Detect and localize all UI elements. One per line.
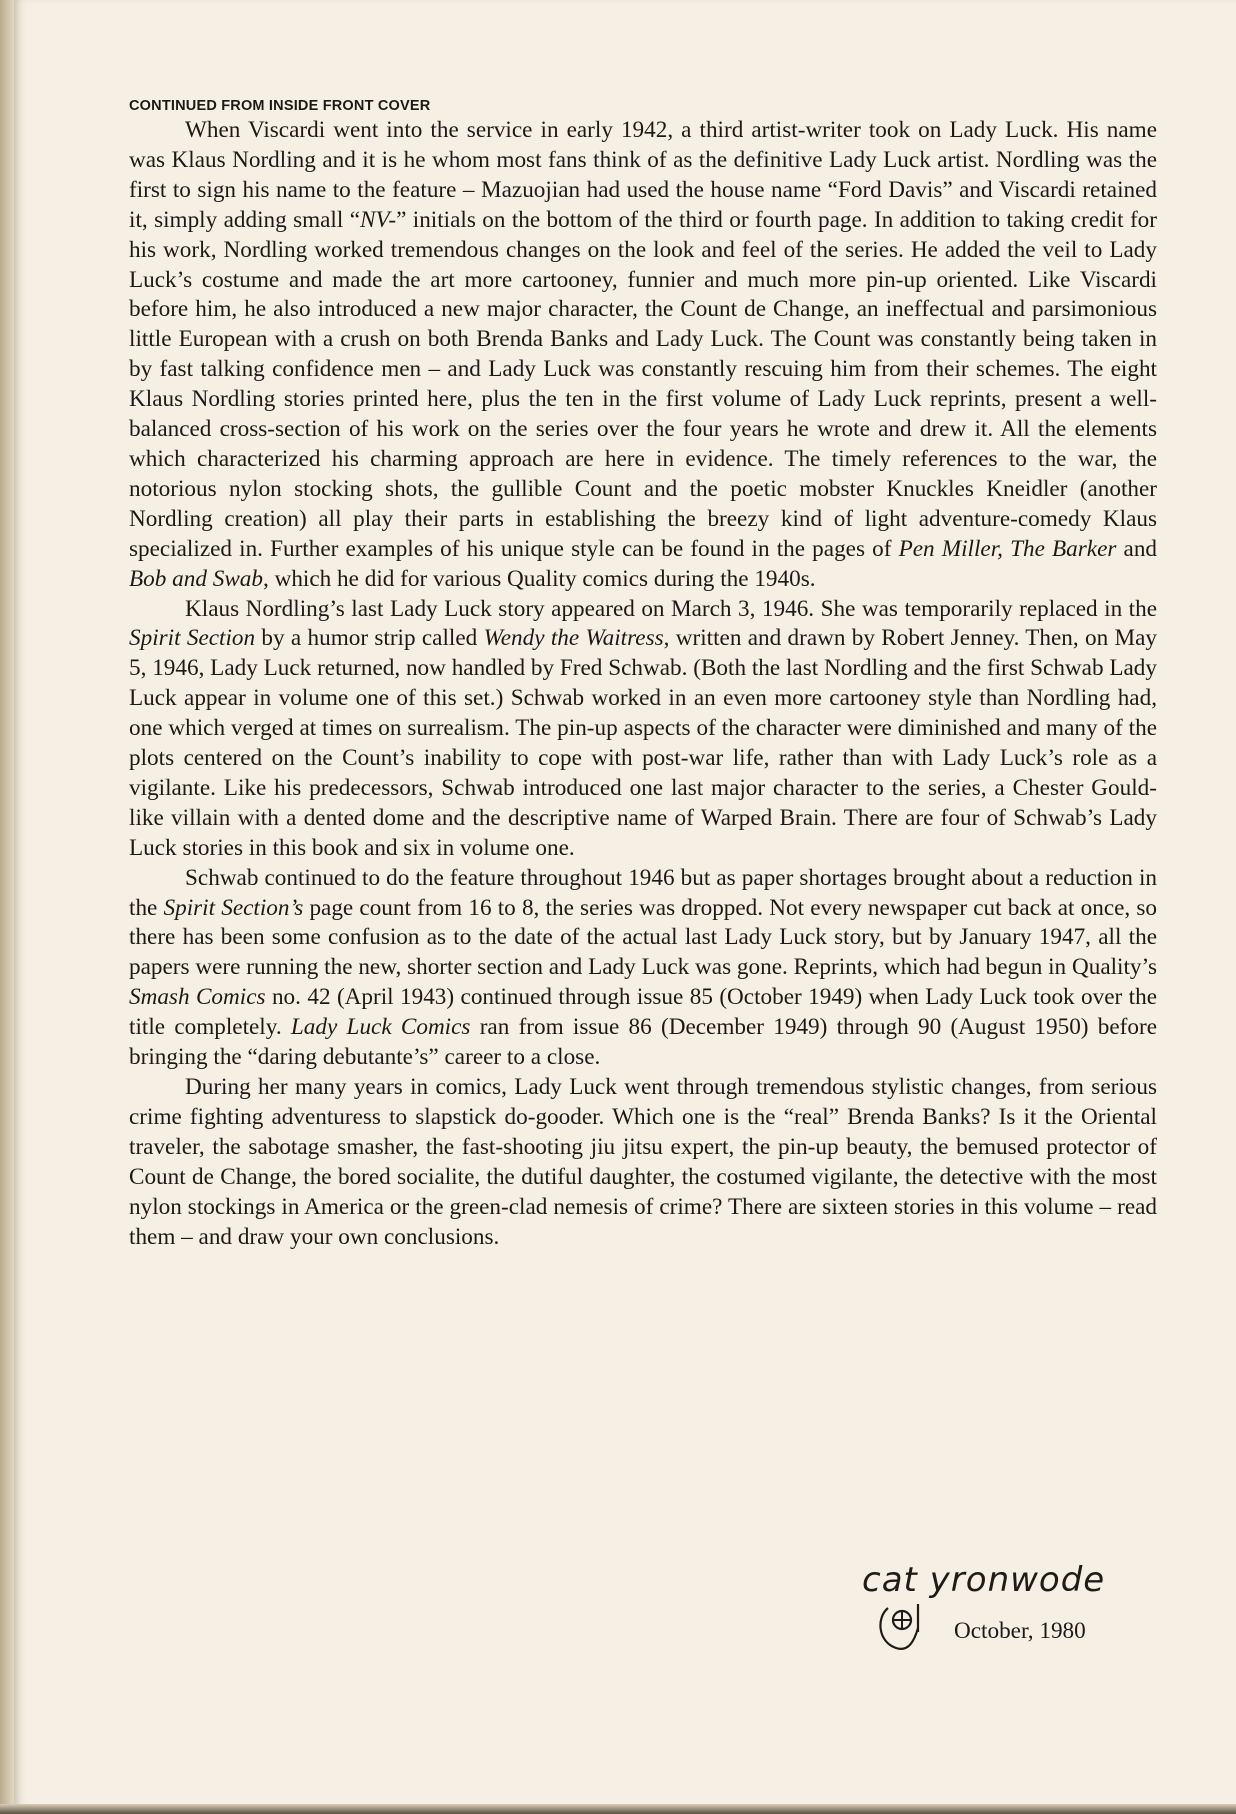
text-run: ” initials on the bottom of the third or fourth page. In addition to taking credit for his work, Nordling worked tremendous changes on the look and feel of the series. He added the veil to Lady Luck’s costume and made the art more cartooney, funnier and much more pin-up oriented. Like Viscardi before him, he also introduced a new major character, the Count de Change, an ineffectual and parsimonious little European with a crush on both Brenda Banks and Lady Luck. The Count was constantly being taken in by fast talking confidence men – and Lady Luck was constantly rescuing him from their schemes. The eight Klaus Nordling stories printed here, plus the ten in the first volume of Lady Luck reprints, present a well-balanced cross-section of his work on the series over the four years he wrote and drew it. All the elements which characterized his charming approach are here in evidence. The timely references to the war, the notorious nylon stocking shots, the gullible Count and the poetic mobster Knuckles Kneidler (another Nordling creation) all play their parts in establishing the breezy kind of light adventure-comedy Klaus specialized in. Further examples of his unique style can be found in the pages of bbox=[129, 206, 1157, 562]
italic-title: Lady Luck Comics bbox=[290, 1014, 471, 1041]
continued-heading: CONTINUED FROM INSIDE FRONT COVER bbox=[129, 98, 431, 114]
page-bottom-edge bbox=[0, 1804, 1236, 1814]
author-signature bbox=[862, 1560, 1152, 1670]
text-run: Schwab continued to do the feature throughout 1946 but as paper shortages brought about a reduction in the bbox=[129, 864, 1157, 921]
text-run: and bbox=[1116, 535, 1158, 562]
italic-title: Bob and Swab bbox=[129, 565, 263, 592]
paragraph-3 bbox=[129, 864, 1157, 1073]
italic-title: NV- bbox=[360, 206, 397, 233]
italic-title: Spirit Section bbox=[129, 625, 256, 652]
signature-date: October, 1980 bbox=[954, 1618, 1086, 1644]
text-run: page count from 16 to 8, the series was dropped. Not every newspaper cut back at once, so there has been some confusion as to the date of the actual last Lady Luck story, but by January 1947, all the papers were running the new, shorter section and Lady Luck was gone. Reprints, which had begun in Quality’s bbox=[129, 894, 1157, 981]
italic-title: Smash Comics bbox=[129, 984, 266, 1011]
text-run: ran from issue 86 (December 1949) through 90 (August 1950) before bringing the “daring debutante’s” career to a close. bbox=[129, 1014, 1158, 1071]
text-run: no. 42 (April 1943) continued through issue 85 (October 1949) when Lady Luck took over the title completely. bbox=[129, 984, 1157, 1041]
text-run: During her many years in comics, Lady Luck went through tremendous stylistic changes, from serious crime fighting adventuress to slapstick do-gooder. Which one is the “real” Brenda Banks? Is it the Oriental traveler, the sabotage smasher, the fast-shooting jiu jitsu expert, the pin-up beauty, the bemused protector of Count de Change, the bored socialite, the dutiful daughter, the costumed vigilante, the detective with the most nylon stockings in America or the green-clad nemesis of crime? There are sixteen stories in this volume – read them – and draw your own conclusions. bbox=[129, 1074, 1157, 1250]
paragraph-4 bbox=[129, 1073, 1157, 1252]
article-body bbox=[129, 96, 1157, 1252]
italic-title: Spirit Section’s bbox=[163, 894, 304, 921]
spine-shadow bbox=[0, 0, 14, 1814]
text-run: by a humor strip called bbox=[255, 625, 484, 652]
signature-mark-icon bbox=[874, 1598, 934, 1658]
paragraph-1 bbox=[129, 116, 1157, 595]
text-run: , which he did for various Quality comics during the 1940s. bbox=[262, 565, 816, 592]
italic-title: Wendy the Waitress bbox=[483, 625, 664, 652]
paragraph-2 bbox=[129, 595, 1157, 864]
text-run: When Viscardi went into the service in early 1942, a third artist-writer took on Lady Luck. His name was Klaus Nordling and it is he whom most fans think of as the definitive Lady Luck artist. Nordling was the first to sign his name to the feature – Mazuojian had used the house name “Ford Davis” and Viscardi retained it, simply adding small “ bbox=[129, 117, 1157, 233]
signature-name: cat yronwode bbox=[862, 1560, 1106, 1600]
italic-title: Pen Miller, The Barker bbox=[898, 535, 1117, 562]
text-run: Klaus Nordling’s last Lady Luck story appeared on March 3, 1946. She was temporarily replaced in the bbox=[185, 595, 1157, 622]
text-run: , written and drawn by Robert Jenney. Then, on May 5, 1946, Lady Luck returned, now handled by Fred Schwab. (Both the last Nordling and the first Schwab Lady Luck appear in volume one of this set.) Schwab worked in an even more cartooney style than Nordling had, one which verged at times on surrealism. The pin-up aspects of the character were diminished and many of the plots centered on the Count’s inability to cope with post-war life, rather than with Lady Luck’s role as a vigilante. Like his predecessors, Schwab introduced one last major character to the series, a Chester Gould-like villain with a dented dome and the descriptive name of Warped Brain. There are four of Schwab’s Lady Luck stories in this book and six in volume one. bbox=[129, 625, 1158, 861]
